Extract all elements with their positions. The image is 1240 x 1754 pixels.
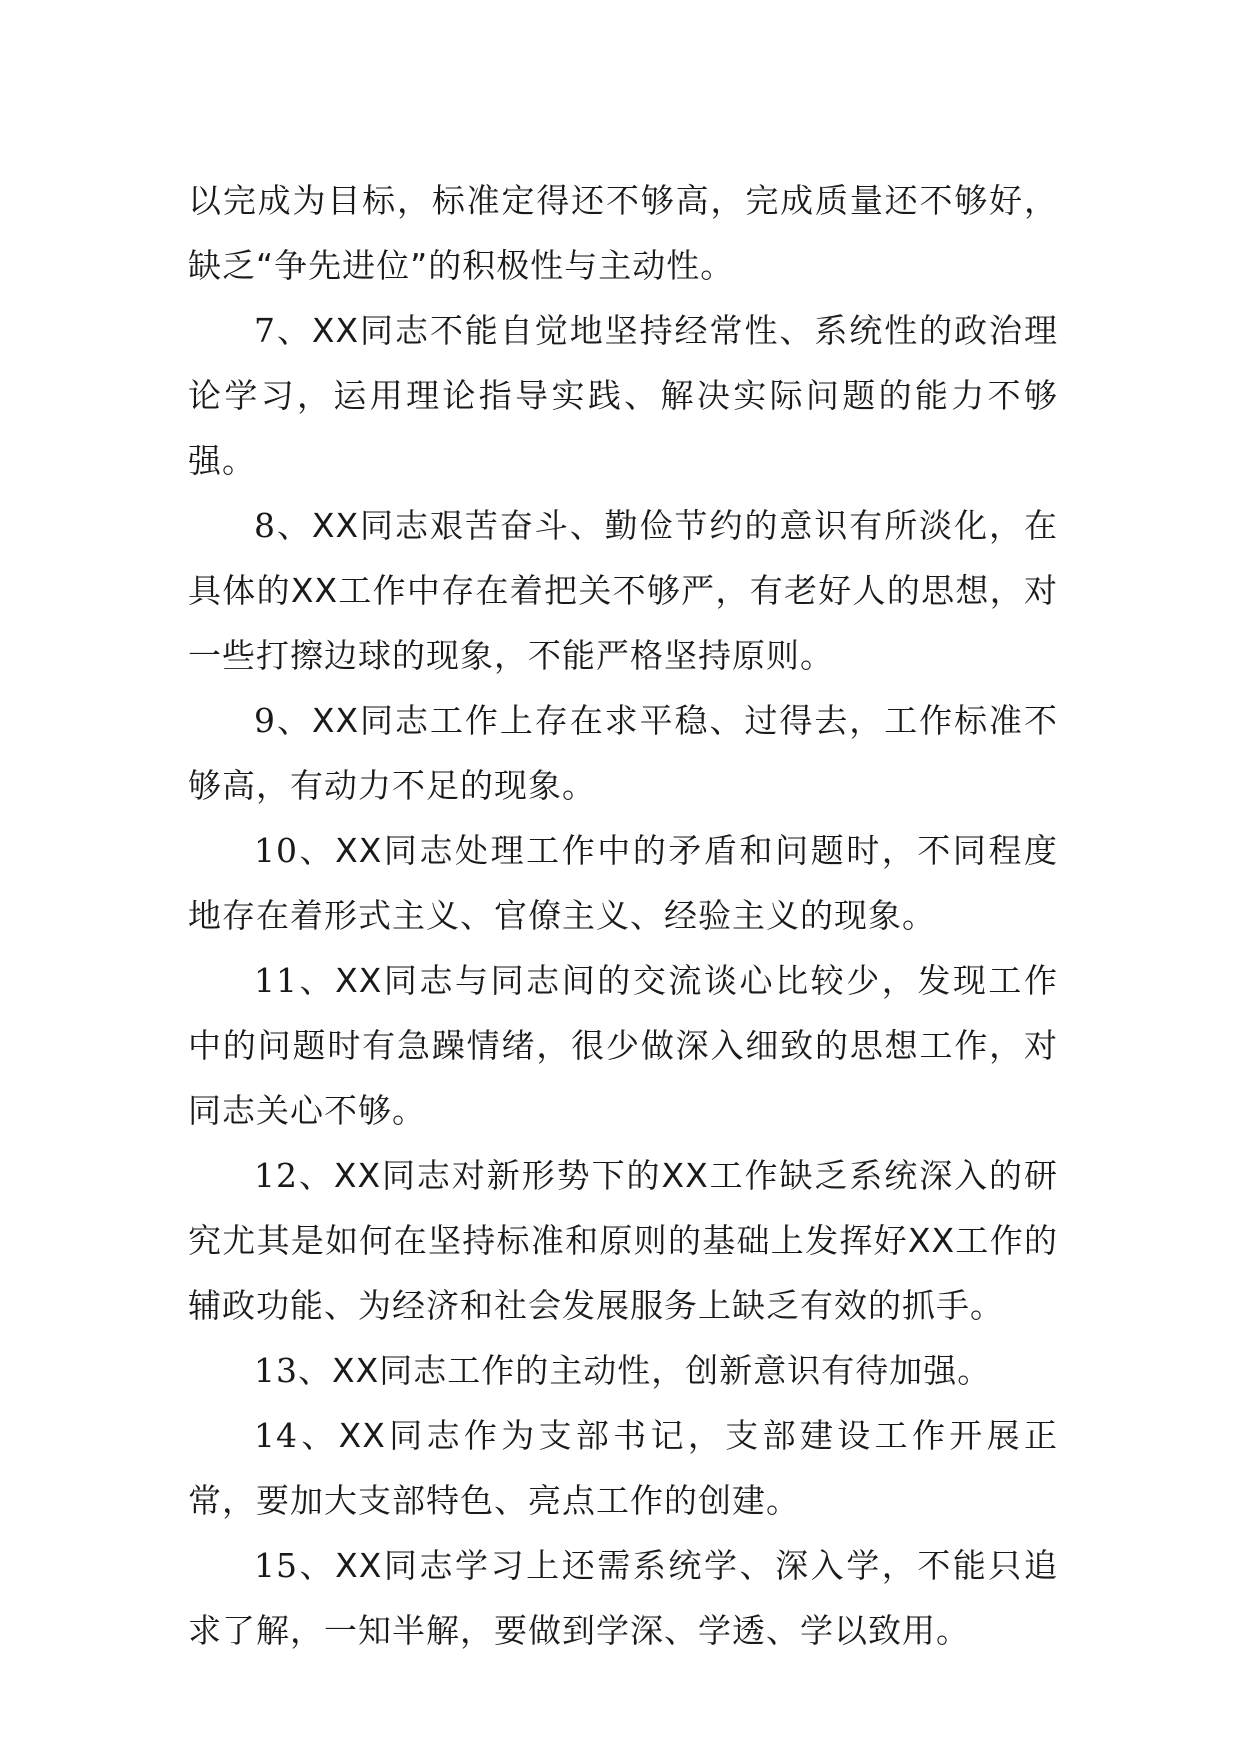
paragraph-number: 10、 [254, 831, 336, 870]
paragraph-text: XX同志作为支部书记，支部建设工作开展正常，要加大支部特色、亮点工作的创建。 [188, 1416, 1058, 1520]
paragraph-text: XX同志工作上存在求平稳、过得去，工作标准不够高，有动力不足的现象。 [188, 701, 1058, 805]
paragraph-text: 以完成为目标，标准定得还不够高，完成质量还不够好，缺乏“争先进位”的积极性与主动性。 [188, 181, 1058, 285]
paragraph-text: XX同志处理工作中的矛盾和问题时，不同程度地存在着形式主义、官僚主义、经验主义的现象。 [188, 831, 1058, 935]
paragraph-text: XX同志学习上还需系统学、深入学，不能只追求了解，一知半解，要做到学深、学透、学以致用。 [188, 1546, 1058, 1650]
paragraph-item-14 [188, 1403, 1058, 1533]
paragraph-number: 9、 [254, 701, 312, 740]
paragraph-item-13 [188, 1338, 1058, 1403]
document-body [188, 168, 1058, 1663]
paragraph-number: 8、 [254, 506, 312, 545]
paragraph-item-9 [188, 688, 1058, 818]
paragraph-item-15 [188, 1533, 1058, 1663]
paragraph-continuation [188, 168, 1058, 298]
paragraph-number: 14、 [254, 1416, 339, 1455]
paragraph-number: 11、 [254, 961, 336, 1000]
paragraph-number: 13、 [254, 1351, 332, 1390]
paragraph-text: XX同志工作的主动性，创新意识有待加强。 [332, 1351, 992, 1390]
paragraph-number: 15、 [254, 1546, 336, 1585]
paragraph-item-10 [188, 818, 1058, 948]
paragraph-item-11 [188, 948, 1058, 1143]
paragraph-item-8 [188, 493, 1058, 688]
paragraph-text: XX同志不能自觉地坚持经常性、系统性的政治理论学习，运用理论指导实践、解决实际问题的能力不够强。 [188, 311, 1058, 480]
paragraph-item-7 [188, 298, 1058, 493]
paragraph-text: XX同志艰苦奋斗、勤俭节约的意识有所淡化，在具体的XX工作中存在着把关不够严，有老好人的思想，对一些打擦边球的现象，不能严格坚持原则。 [188, 506, 1058, 675]
paragraph-text: XX同志与同志间的交流谈心比较少，发现工作中的问题时有急躁情绪，很少做深入细致的思想工作，对同志关心不够。 [188, 961, 1058, 1130]
paragraph-text: XX同志对新形势下的XX工作缺乏系统深入的研究尤其是如何在坚持标准和原则的基础上发挥好XX工作的辅政功能、为经济和社会发展服务上缺乏有效的抓手。 [188, 1156, 1058, 1325]
paragraph-number: 12、 [254, 1156, 334, 1195]
paragraph-item-12 [188, 1143, 1058, 1338]
paragraph-number: 7、 [254, 311, 312, 350]
